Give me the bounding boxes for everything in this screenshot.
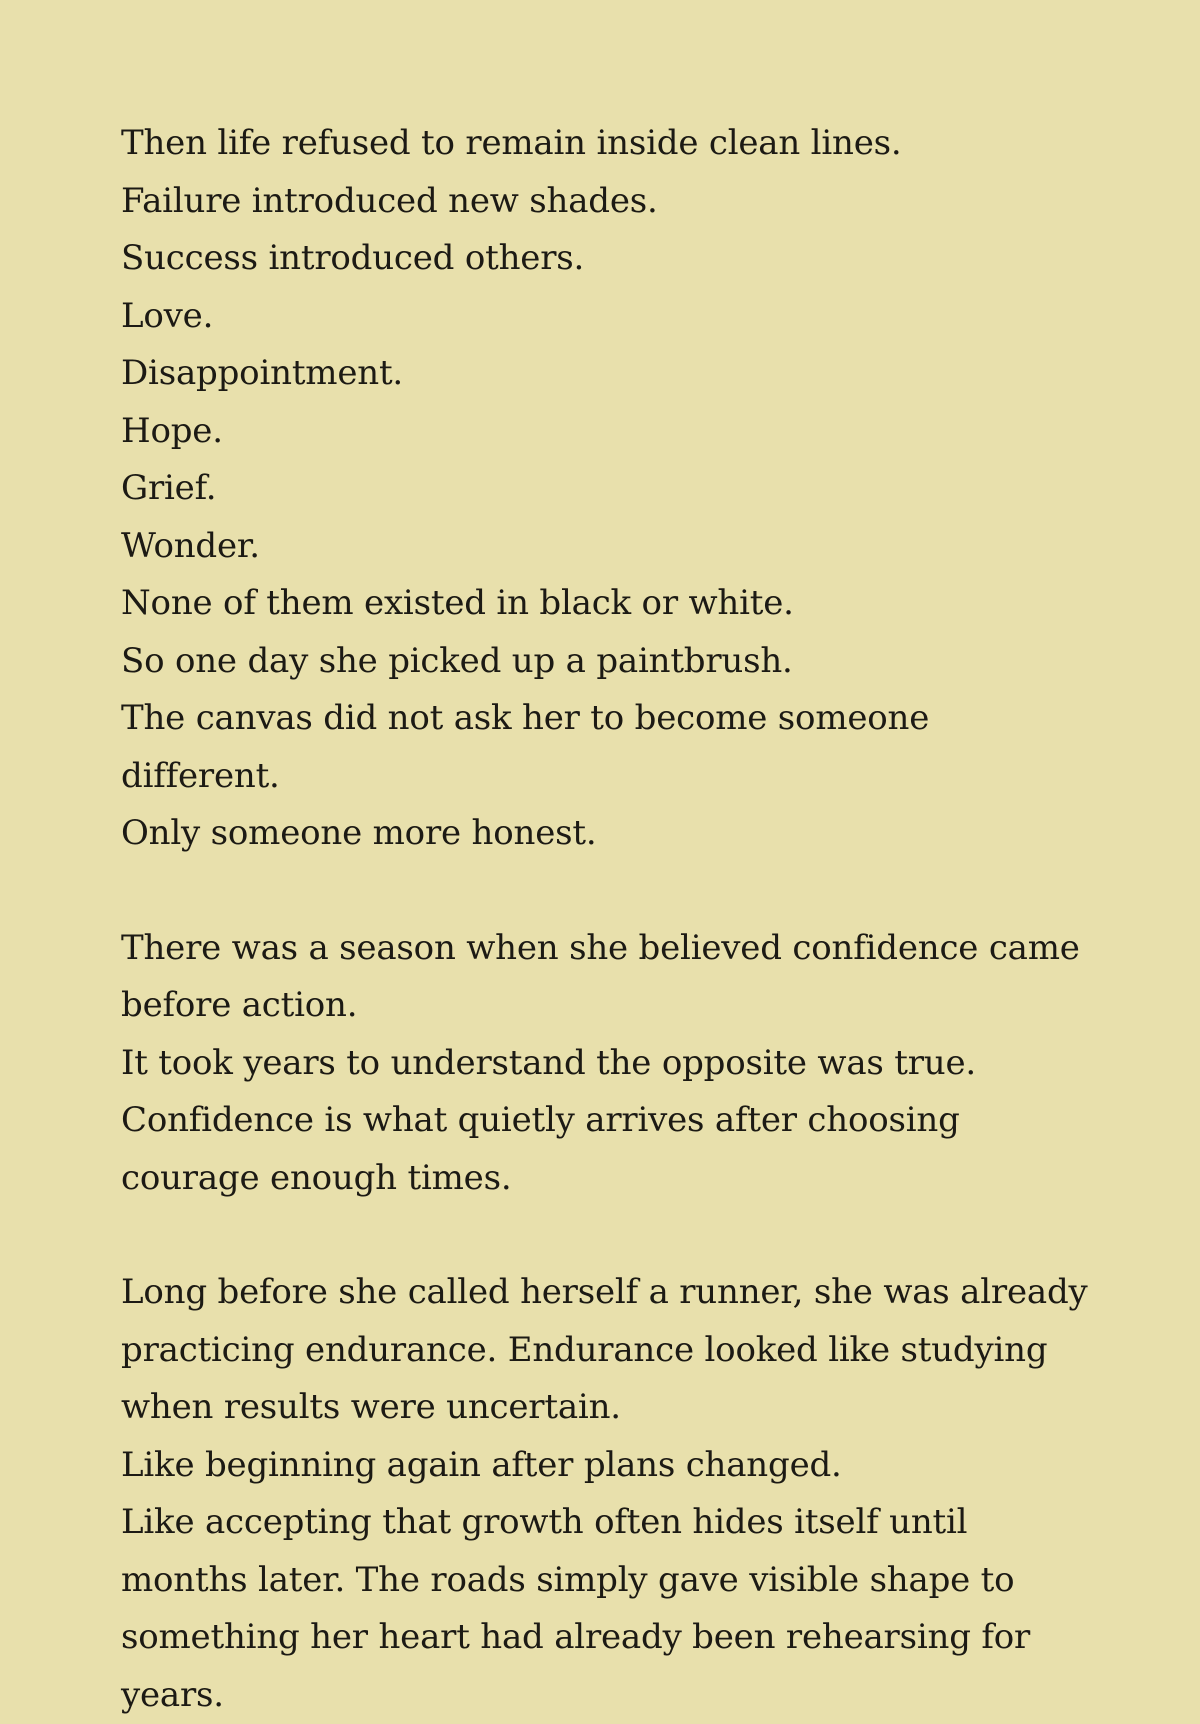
text-line: Grief.	[121, 468, 217, 508]
text-line: Like accepting that growth often hides itself until months later. The roads simply gave visible shape to something her heart had already been rehearsing for years.	[121, 1502, 1031, 1715]
text-line: Confidence is what quietly arrives after choosing courage enough times.	[121, 1100, 960, 1198]
text-line: Hope.	[121, 410, 223, 451]
text-line: Then life refused to remain inside clean lines.	[121, 123, 902, 163]
text-line: Love.	[121, 295, 214, 336]
text-line: None of them existed in black or white.	[121, 583, 794, 623]
text-line: Disappointment.	[121, 353, 404, 393]
text-line: Wonder.	[121, 525, 260, 566]
stanza-3	[121, 1264, 1090, 1724]
stanza-1	[121, 115, 1090, 863]
stanza-2	[121, 920, 1090, 1208]
text-line: Failure introduced new shades.	[121, 180, 658, 221]
text-line: So one day she picked up a paintbrush.	[121, 640, 793, 681]
text-line: Success introduced others.	[121, 238, 585, 278]
text-line: The canvas did not ask her to become someone different.	[121, 698, 930, 796]
text-line: It took years to understand the opposite was true.	[121, 1042, 976, 1083]
text-line: Like beginning again after plans changed.	[121, 1444, 842, 1485]
text-line: There was a season when she believed confidence came before action.	[121, 927, 1080, 1025]
text-line: Long before she called herself a runner, she was already practicing endurance. Endurance looked like studying when results were uncertain.	[121, 1272, 1088, 1427]
text-line: Only someone more honest.	[121, 813, 597, 853]
